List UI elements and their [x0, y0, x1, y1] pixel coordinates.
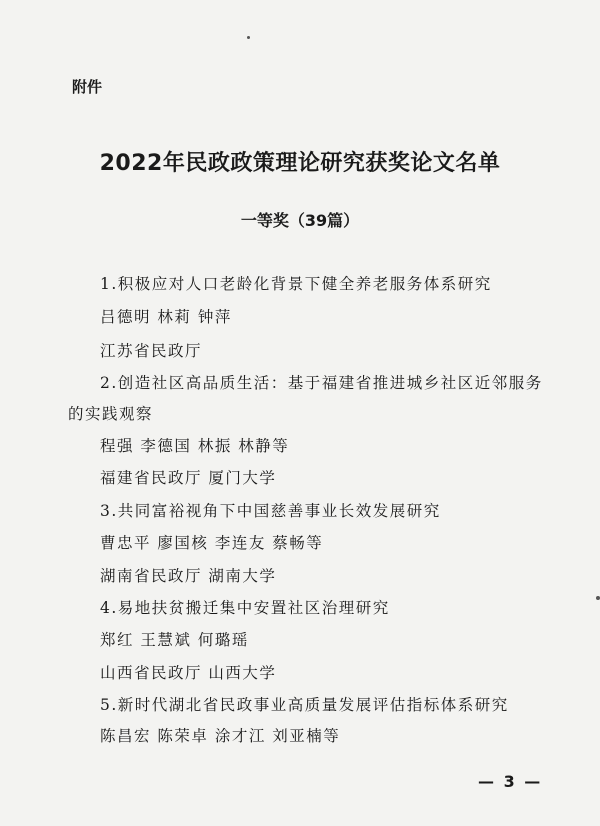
attachment-label: 附件 — [72, 78, 103, 96]
paper-title-2: 2.创造社区高品质生活：基于福建省推进城乡社区近邻服务 — [100, 374, 543, 392]
paper-title-5: 5.新时代湖北省民政事业高质量发展评估指标体系研究 — [100, 696, 509, 714]
paper-organization-2: 福建省民政厅 厦门大学 — [100, 469, 277, 487]
scan-speck — [247, 36, 250, 39]
award-section-heading: 一等奖（39篇） — [240, 211, 360, 230]
paper-authors-4: 郑红 王慧斌 何璐瑶 — [100, 631, 249, 649]
paper-title-1: 1.积极应对人口老龄化背景下健全养老服务体系研究 — [100, 275, 492, 293]
paper-authors-2: 程强 李德国 林振 林静等 — [100, 437, 290, 455]
paper-title-4: 4.易地扶贫搬迁集中安置社区治理研究 — [100, 599, 390, 617]
scan-speck — [596, 596, 600, 600]
paper-authors-5: 陈昌宏 陈荣卓 涂才江 刘亚楠等 — [100, 727, 341, 745]
page-number: — 3 — — [478, 772, 543, 791]
paper-organization-1: 江苏省民政厅 — [100, 342, 203, 360]
paper-authors-1: 吕德明 林莉 钟萍 — [100, 308, 232, 326]
paper-organization-3: 湖南省民政厅 湖南大学 — [100, 567, 277, 585]
paper-authors-3: 曹忠平 廖国核 李连友 蔡畅等 — [100, 534, 324, 552]
paper-title-2-continued: 的实践观察 — [68, 405, 154, 423]
paper-organization-4: 山西省民政厅 山西大学 — [100, 664, 277, 682]
paper-title-3: 3.共同富裕视角下中国慈善事业长效发展研究 — [100, 502, 441, 520]
document-title: 2022年民政政策理论研究获奖论文名单 — [99, 151, 501, 176]
